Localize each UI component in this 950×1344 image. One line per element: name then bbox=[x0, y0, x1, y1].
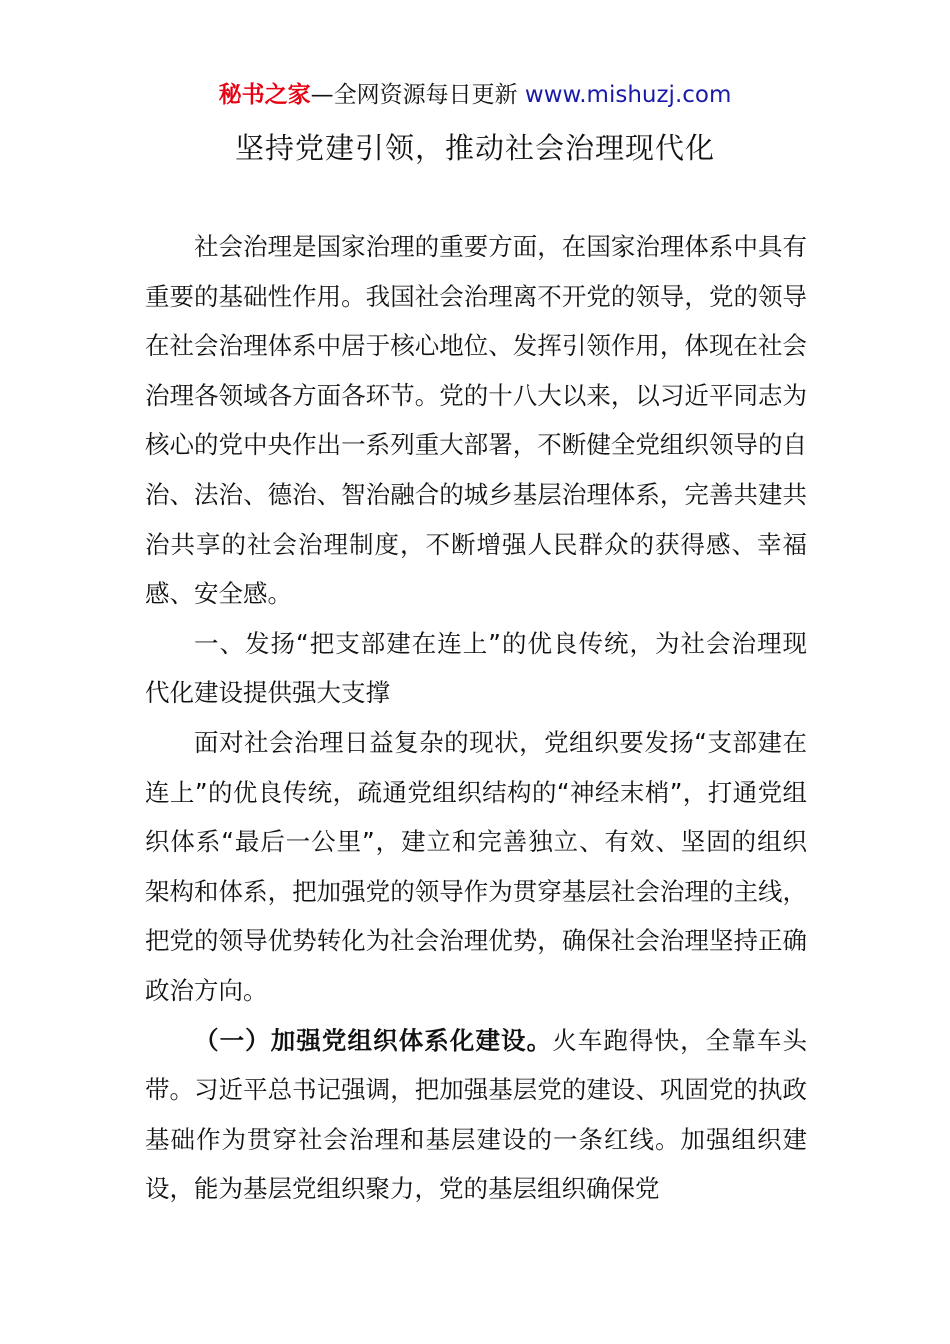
site-brand: 秘书之家 bbox=[218, 82, 311, 108]
subsection-heading: （一）加强党组织体系化建设。 bbox=[194, 1025, 553, 1055]
subsection-text: 火车跑得快，全靠车头带。习近平总书记强调，把加强基层党的建设、巩固党的执政基础作为贯穿社会治理和基层建设的一条红线。加强组织建设，能为基层党组织聚力，党的基层组织确保党 bbox=[145, 1025, 808, 1204]
site-tagline: —全网资源每日更新 bbox=[310, 82, 525, 108]
document-title: 坚持党建引领，推动社会治理现代化 bbox=[234, 131, 715, 165]
site-header bbox=[0, 80, 950, 110]
intro-paragraph: 社会治理是国家治理的重要方面，在国家治理体系中具有重要的基础性作用。我国社会治理离不开党的领导，党的领导在社会治理体系中居于核心地位、发挥引领作用，体现在社会治理各领域各方面各环节。党的十八大以来，以习近平同志为核心的党中央作出一系列重大部署，不断健全党组织领导的自治、法治、德治、智治融合的城乡基层治理体系，完善共建共治共享的社会治理制度，不断增强人民群众的获得感、幸福感、安全感。 bbox=[145, 232, 807, 609]
section-heading: 一、发扬“把支部建在连上”的优良传统，为社会治理现代化建设提供强大支撑 bbox=[145, 628, 807, 708]
site-url-link[interactable]: www.mishuzj.com bbox=[524, 82, 732, 108]
subsection-paragraph bbox=[145, 1016, 807, 1214]
document-body bbox=[145, 222, 807, 1214]
section-paragraph: 面对社会治理日益复杂的现状，党组织要发扬“支部建在连上”的优良传统，疏通党组织结构的“神经末梢”，打通党组织体系“最后一公里”，建立和完善独立、有效、坚固的组织架构和体系，把加强党的领导作为贯穿基层社会治理的主线，把党的领导优势转化为社会治理优势，确保社会治理坚持正确政治方向。 bbox=[145, 727, 807, 1005]
